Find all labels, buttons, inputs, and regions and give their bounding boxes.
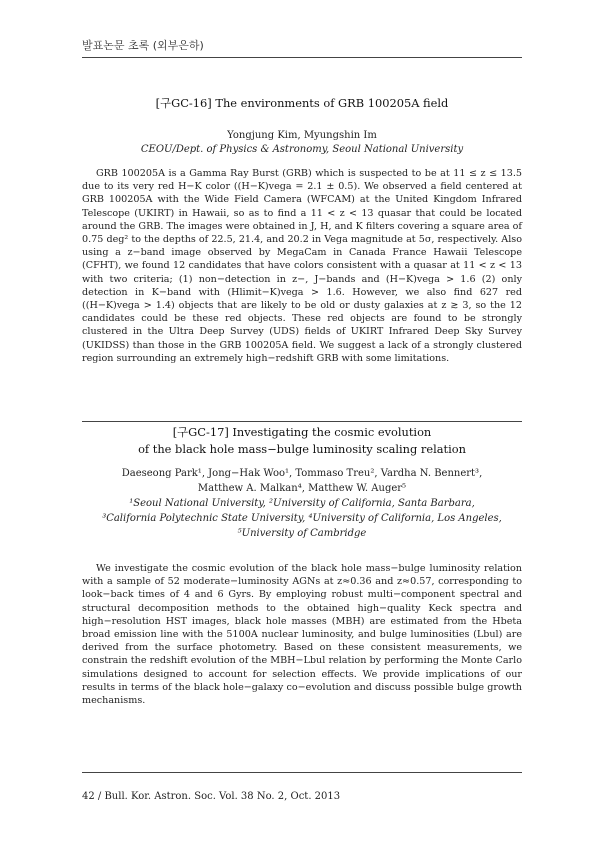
header-rule — [82, 57, 522, 58]
abstract-title-gc17-line1: [구GC-17] Investigating the cosmic evolution — [172, 425, 432, 439]
abstract-title-gc16: [구GC-16] The environments of GRB 100205A field — [155, 96, 449, 110]
affiliation-gc17-line2: ³California Polytechnic State University, ⁴University of California, Los Angeles, — [102, 513, 502, 524]
authors-gc16: Yongjung Kim, Myungshin Im — [227, 130, 377, 141]
affiliation-gc17-line1: ¹Seoul National University, ²University of California, Santa Barbara, — [129, 498, 475, 509]
section-divider — [82, 421, 522, 422]
page-footer: 42 / Bull. Kor. Astron. Soc. Vol. 38 No. 2, Oct. 2013 — [82, 791, 341, 802]
abstract-body-gc17: We investigate the cosmic evolution of the black hole mass−bulge luminosity relation with a sample of 52 moderate−luminosity AGNs at z≈0.36 and z≈0.57, corresponding to look−back times of 4 and 6 Gyrs. By employing robust multi−component spectral and structural decomposition methods to the obtained high−quality Keck spectra and high−resolution HST images, black hole masses (MBH) are estimated from the Hbeta broad emission line with the 5100A nuclear luminosity, and bulge luminosities (Lbul) are derived from the surface photometry. Based on these consistent measurements, we constrain the redshift evolution of the MBH−Lbul relation by performing the Monte Carlo simulations designed to account for selection effects. We provide implications of our results in terms of the black hole−galaxy co−evolution and discuss possible bulge growth mechanisms. — [82, 563, 522, 707]
authors-gc17-line2: Matthew A. Malkan⁴, Matthew W. Auger⁵ — [197, 483, 407, 494]
abstract-body-gc16: GRB 100205A is a Gamma Ray Burst (GRB) which is suspected to be at 11 ≤ z ≤ 13.5 due to its very red H−K color ((H−K)vega = 2.1 ± 0.5). We observed a field centered at GRB 100205A with the Wide Field Camera (WFCAM) at the United Kingdom Infrared Telescope (UKIRT) in Hawaii, so as to find a 11 < z < 13 quasar that could be located around the GRB. The images were obtained in J, H, and K filters covering a square area of 0.75 deg² to the depths of 22.5, 21.4, and 20.2 in Vega magnitude at 5σ, respectively. Also using a z−band image observed by MegaCam in Canada France Hawaii Telescope (CFHT), we found 12 candidates that have colors consistent with a quasar at 11 < z < 13 with two criteria; (1) non−detection in z−, J−bands and (H−K)vega > 1.6 (2) only detection in K−band with (Hlimit−K)vega > 1.6. However, we also find 627 red ((H−K)vega > 1.4) objects that are likely to be old or dusty galaxies at z ≳ 3, so the 12 candidates could be these red objects. These red objects are found to be strongly clustered in the Ultra Deep Survey (UDS) fields of UKIRT Infrared Deep Sky Survey (UKIDSS) than those in the GRB 100205A field. We suggest a lack of a strongly clustered region surrounding an extremely high−redshift GRB with some limitations. — [82, 168, 522, 364]
affiliation-gc17-line3: ⁵University of Cambridge — [237, 528, 367, 539]
footer-rule — [82, 772, 522, 773]
abstract-title-gc17-line2: of the black hole mass−bulge luminosity scaling relation — [138, 442, 466, 456]
running-header: 발표논문 초록 (외부은하) — [82, 39, 204, 52]
authors-gc17-line1: Daeseong Park¹, Jong−Hak Woo¹, Tommaso Treu², Vardha N. Bennert³, — [121, 468, 483, 479]
affiliation-gc16: CEOU/Dept. of Physics & Astronomy, Seoul National University — [140, 144, 464, 155]
